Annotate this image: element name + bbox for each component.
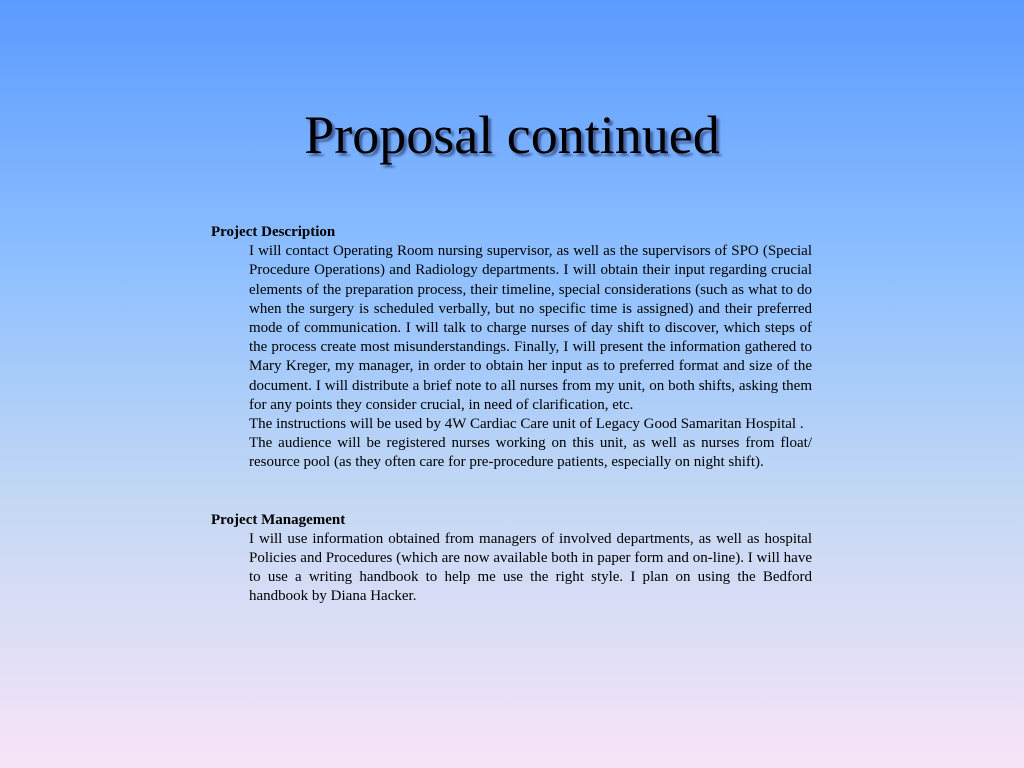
- section-heading: Project Management: [211, 511, 346, 528]
- paragraph: The audience will be registered nurses working on this unit, as well as nurses from float/ resource pool (as they often care for pre-procedure patients, especially on night shift).: [249, 435, 812, 471]
- section-project-management: [211, 511, 812, 607]
- section-project-description: [211, 223, 812, 473]
- slide-title: Proposal continued: [304, 105, 720, 165]
- section-body: [249, 530, 812, 607]
- slide-content: [211, 223, 812, 607]
- paragraph: I will contact Operating Room nursing supervisor, as well as the supervisors of SPO (Special Procedure Operations) and Radiology departments. I will obtain their input regarding crucial elements of the preparation process, their timeline, special considerations (such as what to do when the surgery is scheduled verbally, but no specific time is assigned) and their preferred mode of communication. I will talk to charge nurses of day shift to discover, which steps of the process create most misunderstandings. Finally, I will present the information gathered to Mary Kreger, my manager, in order to obtain her input as to preferred format and size of the document. I will distribute a brief note to all nurses from my unit, on both shifts, asking them for any points they consider crucial, in need of clarification, etc.: [249, 243, 812, 413]
- section-heading: Project Description: [211, 224, 336, 240]
- section-body: [249, 242, 812, 472]
- paragraph: The instructions will be used by 4W Cardiac Care unit of Legacy Good Samaritan Hospital .: [249, 416, 804, 433]
- paragraph: I will use information obtained from managers of involved departments, as well as hospital Policies and Procedures (which are now available both in paper form and on-line). I will have to use a writing handbook to help me use the right style. I plan on using the Bedford handbook by Diana Hacker.: [249, 530, 812, 605]
- section-spacer: [211, 473, 812, 511]
